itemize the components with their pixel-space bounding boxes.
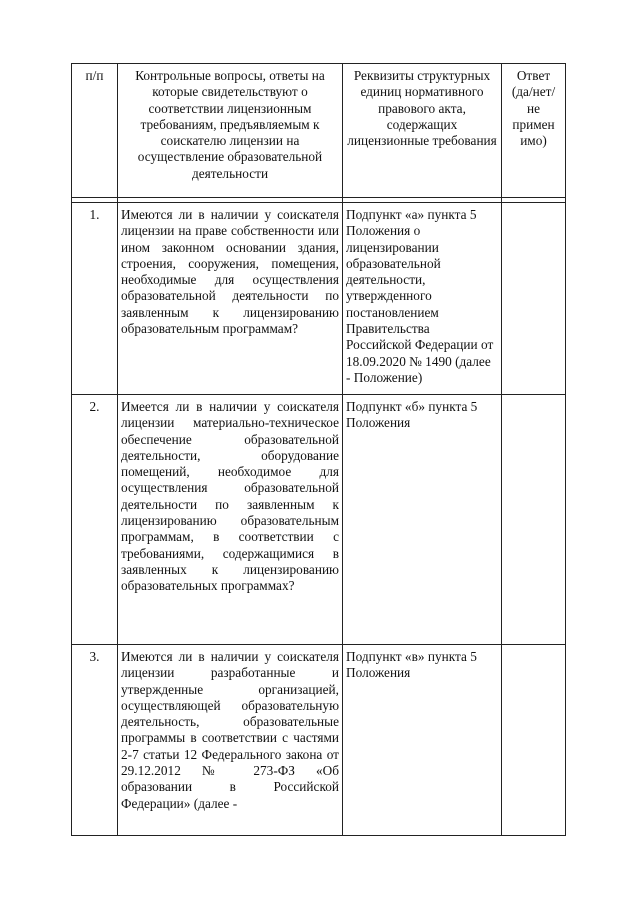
row-requisites: Подпункт «а» пункта 5 Положения о лицензировании образовательной деятельности, утвержденного постановлением Правительства Российской Федерации от 18.09.2020 № 1490 (далее - Положение) [343, 203, 502, 395]
table-row [72, 645, 566, 836]
row-answer[interactable] [502, 395, 566, 645]
row-question: Имеются ли в наличии у соискателя лицензии разработанные и утвержденные организацией, осуществляющей образовательную деятельность, образовательные программы в соответствии с частями 2-7 статьи 12 Федерального закона от 29.12.2012 № 273-ФЗ «Об образовании в Российской Федерации» (далее - [118, 645, 343, 836]
license-requirements-table [71, 63, 566, 836]
row-answer[interactable] [502, 203, 566, 395]
table-row [72, 395, 566, 645]
header-answer: Ответ (да/нет/ не примен имо) [502, 64, 566, 198]
table-row [72, 203, 566, 395]
row-question: Имеется ли в наличии у соискателя лицензии материально-техническое обеспечение образовательной деятельности, оборудование помещений, необходимое для осуществления образовательной деятельности по заявленным к лицензированию образовательным программам, в соответствии с требованиями, содержащимися в заявленных к лицензированию образовательных программах? [118, 395, 343, 645]
row-number: 3. [72, 645, 118, 836]
row-answer[interactable] [502, 645, 566, 836]
table-header-row [72, 64, 566, 198]
header-number: п/п [72, 64, 118, 198]
header-requisites: Реквизиты структурных единиц нормативного правового акта, содержащих лицензионные требования [343, 64, 502, 198]
row-number: 2. [72, 395, 118, 645]
row-number: 1. [72, 203, 118, 395]
row-requisites: Подпункт «б» пункта 5 Положения [343, 395, 502, 645]
header-questions: Контрольные вопросы, ответы на которые свидетельствуют о соответствии лицензионным требованиям, предъявляемым к соискателю лицензии на осуществление образовательной деятельности [118, 64, 343, 198]
row-requisites: Подпункт «в» пункта 5 Положения [343, 645, 502, 836]
row-question: Имеются ли в наличии у соискателя лицензии на праве собственности или ином законном основании здания, строения, сооружения, помещения, необходимые для осуществления образовательной деятельности по заявленным к лицензированию образовательным программам? [118, 203, 343, 395]
